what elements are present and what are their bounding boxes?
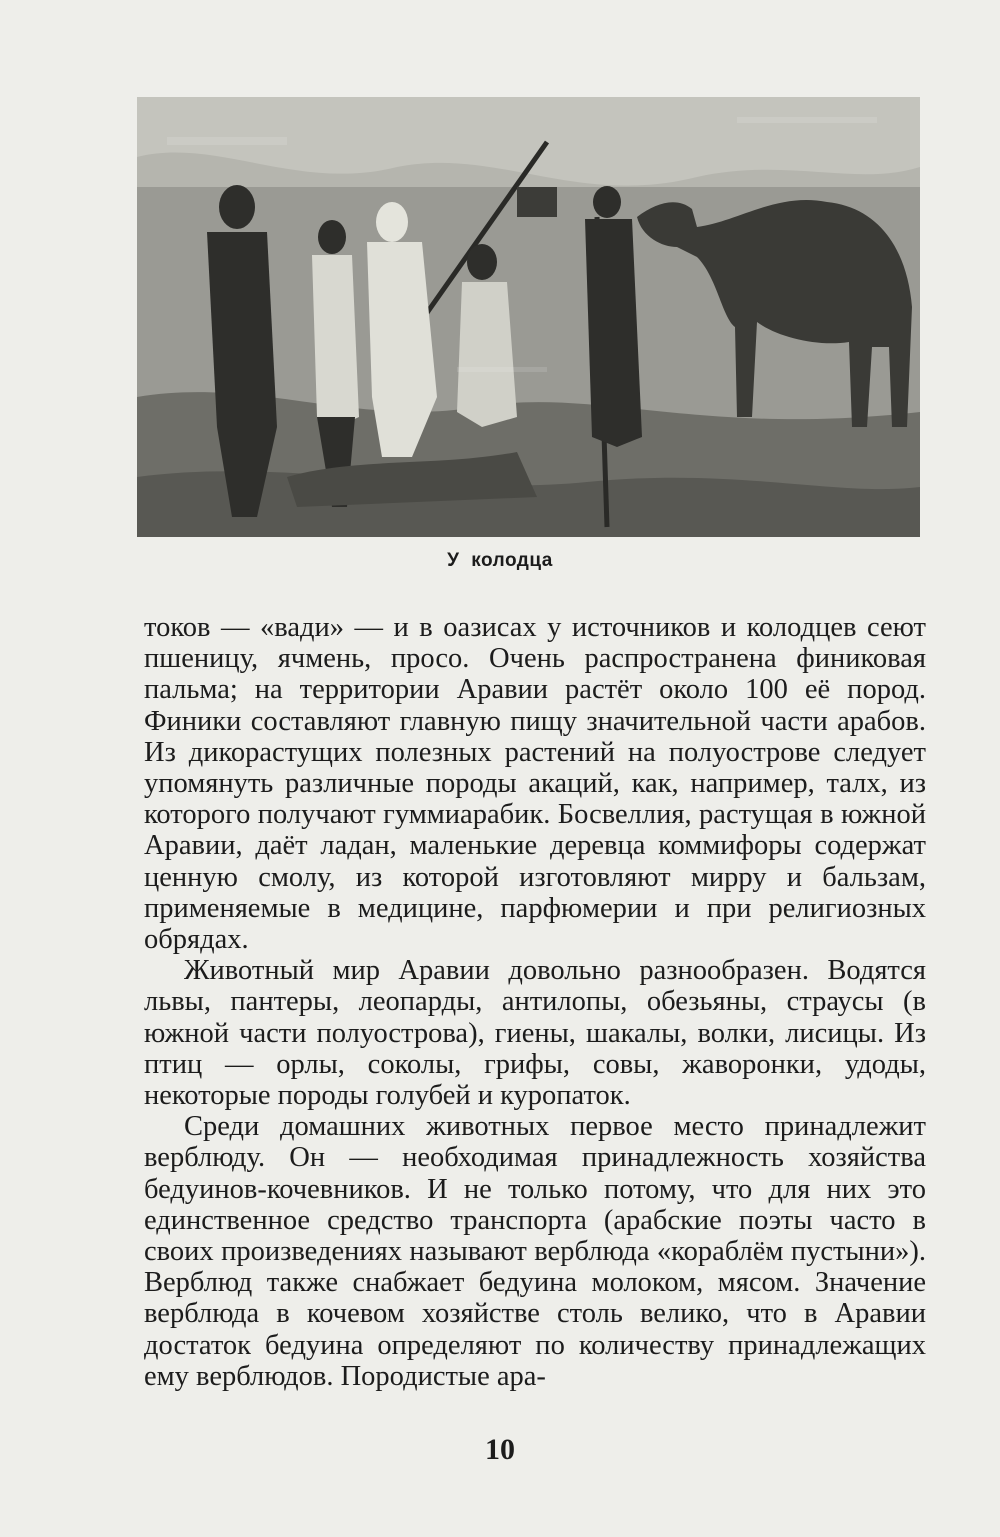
- figure-caption: У колодца: [447, 550, 553, 571]
- paragraph-1: токов — «вади» — и в оазисах у источников и колодцев сеют пшеницу, ячмень, просо. Очень распространена финиковая пальма; на территории Аравии растёт около 100 её пород. Финики составляют главную пищу значительной части арабов. Из дикорастущих полезных растений на полуострове следует упомянуть различные породы акаций, как, например, талх, из которого получают гуммиарабик. Босвеллия, растущая в южной Аравии, даёт ладан, маленькие деревца коммифоры содержат ценную смолу, из которой изготовляют мирру и бальзам, применяемые в медицине, парфюмерии и при религиозных обрядах.: [144, 612, 926, 956]
- photo-illustration: [137, 97, 920, 537]
- paragraph-2: Животный мир Аравии довольно разнообразен. Водятся львы, пантеры, леопарды, антилопы, обезьяны, страусы (в южной части полуострова), гиены, шакалы, волки, лисицы. Из птиц — орлы, соколы, грифы, совы, жаворонки, удоды, некоторые породы голубей и куропаток.: [144, 955, 926, 1112]
- photo-at-the-well: [137, 97, 920, 537]
- page-number: 10: [485, 1433, 515, 1466]
- body-text: [144, 612, 926, 1392]
- paragraph-3: Среди домашних животных первое место принадлежит верблюду. Он — необходимая принадлежность хозяйства бедуинов-кочевников. И не только потому, что для них это единственное средство транспорта (арабские поэты часто в своих произведениях называют верблюда «кораблём пустыни»). Верблюд также снабжает бедуина молоком, мясом. Значение верблюда в кочевом хозяйстве столь велико, что в Аравии достаток бедуина определяют по количеству принадлежащих ему верблюдов. Породистые ара-: [144, 1111, 926, 1392]
